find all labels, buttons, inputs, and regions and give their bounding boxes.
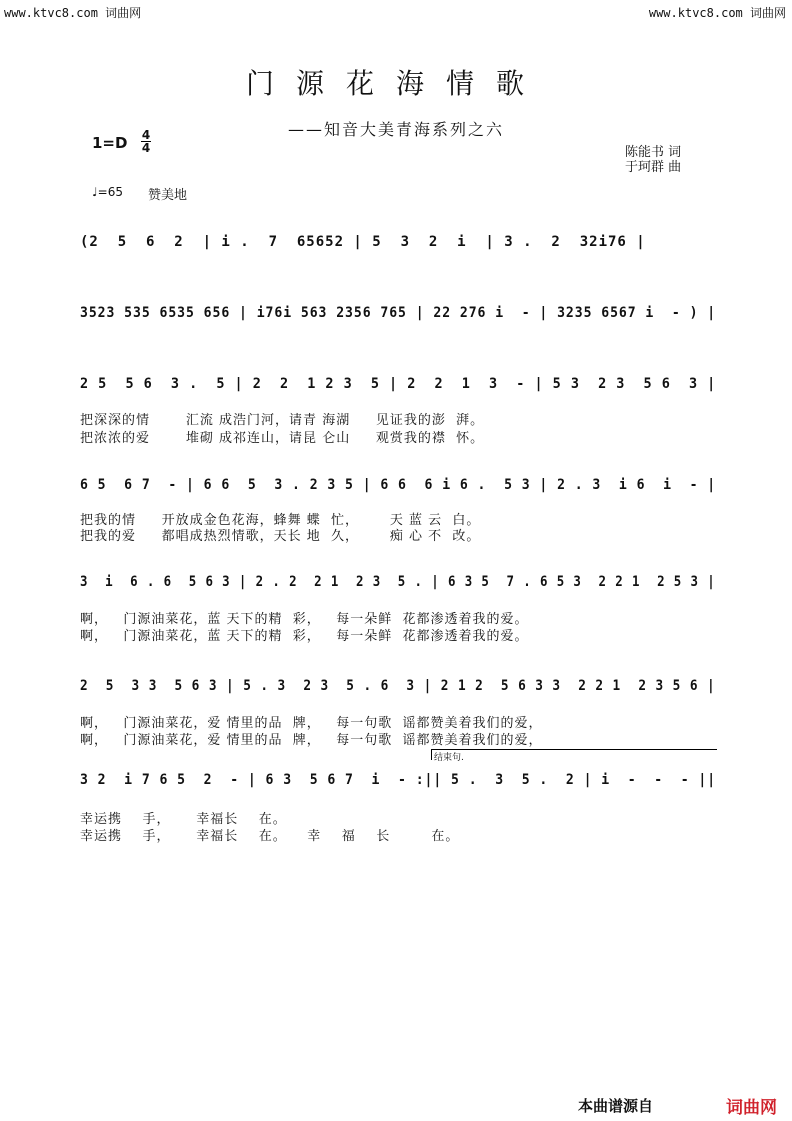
lyric-verse-1: 把深深的情 汇流 成浩门河，请青 海湖 见证我的澎 湃。 — [80, 413, 485, 428]
watermark-left: www.ktvc8.com 词曲网 — [4, 6, 142, 20]
lyric-verse-2: 把浓浓的爱 堆砌 成祁连山，请昆 仑山 观赏我的襟 怀。 — [80, 431, 485, 446]
notation-line: 3 2 i 7 6 5 2 - | 6 3 5 6 7 i - :|| 5 . 3 5 . 2 | i - - - || — [80, 772, 717, 788]
ending-bracket — [431, 749, 717, 760]
key-signature: 1=D — [92, 134, 128, 152]
notation-line: (2 5 6 2 | i . 7 65652 | 5 3 2 i | 3 . 2 32i76 | — [80, 234, 646, 250]
notation-line: 3523 535 6535 656 | i76i 563 2356 765 | 22 276 i - | 3235 6567 i - ) | — [80, 305, 717, 321]
footer-logo[interactable]: 词曲网 — [726, 1098, 777, 1118]
watermark-right: www.ktvc8.com 词曲网 — [648, 6, 786, 20]
meter-bottom: 4 — [141, 141, 151, 155]
expression-mark: 赞美地 — [148, 188, 188, 203]
lyric-verse-2: 把我的爱 都唱成热烈情歌，天长 地 久， 痴 心 不 改。 — [80, 529, 481, 544]
meter-top: 4 — [141, 128, 151, 142]
song-title: 门源花海情歌 — [245, 67, 546, 100]
song-subtitle: ——知音大美青海系列之六 — [287, 120, 504, 139]
notation-line: 6 5 6 7 - | 6 6 5 3 . 2 3 5 | 6 6 6 i 6 . 5 3 | 2 . 3 i 6 i - | — [80, 477, 717, 493]
lyric-verse-2: 啊， 门源油菜花，爱 情里的品 牌， 每一句歌 谣都赞美着我们的爱， — [80, 733, 543, 748]
notation-line: 2 5 3 3 5 6 3 | 5 . 3 2 3 5 . 6 3 | 2 1 2 5 6 3 3 2 2 1 2 3 5 6 | — [80, 678, 716, 694]
time-signature — [141, 129, 151, 154]
lyricist-credit: 陈能书 词 — [625, 145, 682, 160]
lyric-verse-1: 幸运携 手， 幸福长 在。 — [80, 812, 287, 827]
notation-line: 3 i 6 . 6 5 6 3 | 2 . 2 2 1 2 3 5 . | 6 3 5 7 . 6 5 3 2 2 1 2 5 3 | — [80, 574, 716, 590]
lyric-verse-1: 把我的情 开放成金色花海，蜂舞 蝶 忙， 天 蓝 云 白。 — [80, 513, 481, 528]
notation-line: 2 5 5 6 3 . 5 | 2 2 1 2 3 5 | 2 2 1 3 - | 5 3 2 3 5 6 3 | — [80, 376, 717, 392]
lyric-verse-2: 啊， 门源油菜花，蓝 天下的精 彩， 每一朵鲜 花都渗透着我的爱。 — [80, 629, 529, 644]
ending-label: 结束句. — [434, 753, 464, 763]
footer-source-text: 本曲谱源自 — [578, 1097, 654, 1115]
composer-credit: 于珂群 曲 — [625, 160, 682, 175]
lyric-verse-1: 啊， 门源油菜花，蓝 天下的精 彩， 每一朵鲜 花都渗透着我的爱。 — [80, 612, 529, 627]
lyric-verse-2: 幸运携 手， 幸福长 在。 幸 福 长 在。 — [80, 829, 460, 844]
tempo-mark: ♩=65 — [92, 185, 123, 199]
lyric-verse-1: 啊， 门源油菜花，爱 情里的品 牌， 每一句歌 谣都赞美着我们的爱， — [80, 716, 543, 731]
